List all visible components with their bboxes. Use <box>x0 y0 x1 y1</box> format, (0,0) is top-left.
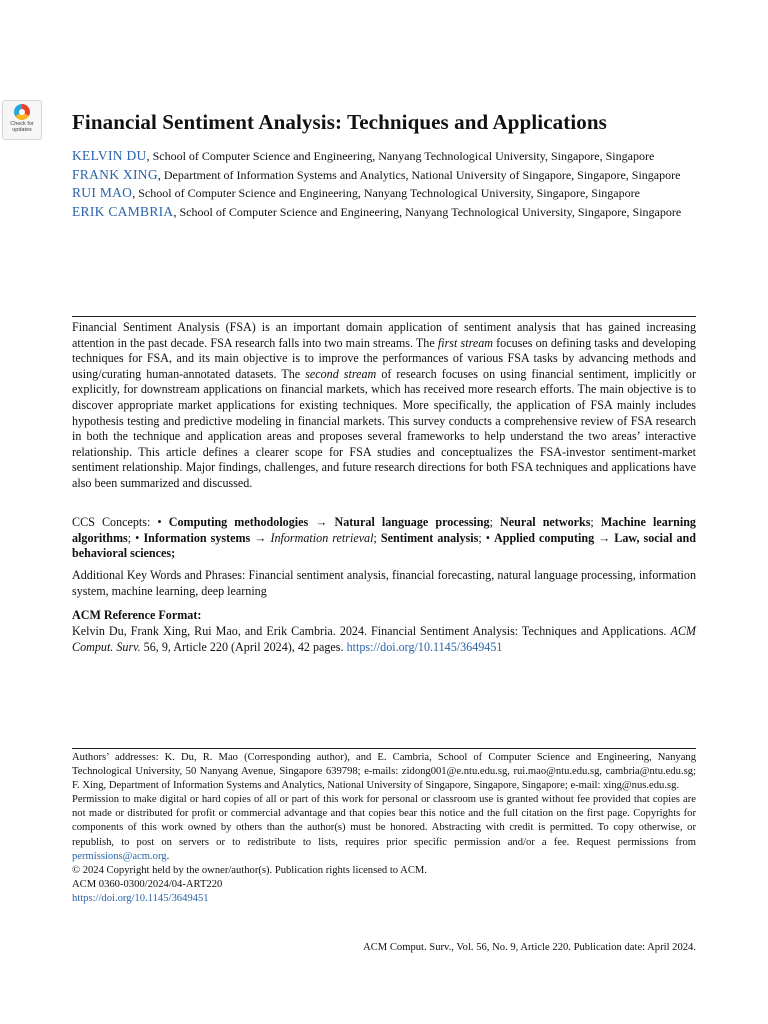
author-name: KELVIN DU <box>72 148 147 163</box>
keywords: Additional Key Words and Phrases: Financial sentiment analysis, financial forecasting, natural language processing, information system, machine learning, deep learning <box>72 568 696 598</box>
ccs-concept: Machine learning algorithms <box>72 515 696 545</box>
abstract-text: focuses on defining tasks and developing techniques for FSA, and its main objective is to improve the performances of various FSA tasks by advancing methods and using/curating human-annotated datasets. The <box>72 335 696 381</box>
author-name: RUI MAO <box>72 185 133 200</box>
ccs-label: CCS Concepts: • <box>72 515 169 529</box>
permission-notice <box>72 793 696 863</box>
ccs-concept: Applied computing → Law, social and behavioral sciences; <box>72 530 696 561</box>
copyright-line: © 2024 Copyright held by the owner/author(s). Publication rights licensed to ACM. <box>72 864 427 876</box>
acm-reference-journal: ACM Comput. Surv. <box>72 624 696 654</box>
ccs-concept: Information systems → <box>143 530 267 545</box>
footnote-rule <box>72 748 696 749</box>
badge-line-1: Check for <box>10 121 34 127</box>
page-footer: ACM Comput. Surv., Vol. 56, No. 9, Article 220. Publication date: April 2024. <box>363 942 696 953</box>
author-entry <box>72 166 698 185</box>
permission-text: . <box>166 850 170 862</box>
ccs-concept: Neural networks <box>500 515 591 529</box>
ccs-separator: ; <box>590 515 601 529</box>
author-entry <box>72 203 698 222</box>
permissions-email-link[interactable]: permissions@acm.org <box>72 850 167 862</box>
author-entry <box>72 184 698 203</box>
ccs-concept: Sentiment analysis <box>380 530 479 545</box>
abstract-text: Financial Sentiment Analysis (FSA) is an important domain application of sentiment analysis that has gained increasing attention in the past decade. FSA research falls into two main streams. The <box>72 320 696 350</box>
author-affiliation: , School of Computer Science and Engineering, Nanyang Technological University, Singapore, Singapore <box>173 204 682 219</box>
author-entry <box>72 147 698 166</box>
author-affiliation: , Department of Information Systems and Analytics, National University of Singapore, Singapore, Singapore <box>157 167 681 182</box>
permission-text: Permission to make digital or hard copies of all or part of this work for personal or classroom use is granted without fee provided that copies are not made or distributed for profit or commercial advantage and that copies bear this notice and the full citation on the first page. Copyrights for components of this work owned by others than the author(s) must be honored. Abstracting with credit is permitted. To copy otherwise, or republish, to post on servers or to redistribute to lists, requires prior specific permission and/or a fee. Request permissions from <box>72 794 696 848</box>
abstract-emphasis: first stream <box>437 335 493 350</box>
abstract-text: of research focuses on using financial sentiment, implicitly or explicitly, for downstream applications on financial markets, which has received more research efforts. The main objective is to discover appropriate market applications for existing techniques. More specifically, the application of FSA mainly includes hypothesis testing and predictive modeling in financial markets. This survey conducts a comprehensive review of FSA research in both the technique and application areas and proposes several frameworks to help understand the two areas’ interactive relationship. This article defines a clearer scope for FSA studies and conceptualizes the FSA-investor sentiment-market sentiment relationship. Major findings, challenges, and future research directions for both FSA techniques and applications have also been summarized and discussed. <box>72 366 696 490</box>
abstract <box>72 320 696 492</box>
ccs-concept: Computing methodologies → Natural language processing <box>168 515 490 529</box>
badge-line-2: updates <box>12 127 32 133</box>
ccs-concept: Information retrieval <box>270 530 374 545</box>
abstract-top-rule <box>72 316 696 317</box>
author-affiliation: , School of Computer Science and Engineering, Nanyang Technological University, Singapore, Singapore <box>132 186 640 200</box>
acm-reference-doi-link[interactable]: https://doi.org/10.1145/3649451 <box>346 639 503 654</box>
footnotes <box>72 751 696 906</box>
author-list <box>72 147 698 221</box>
author-name: ERIK CAMBRIA <box>72 203 174 219</box>
authors-addresses: Authors’ addresses: K. Du, R. Mao (Corresponding author), and E. Cambria, School of Computer Science and Engineering, Nanyang Technological University, 50 Nanyang Avenue, Singapore 639798; e-mails: zidong001@e.ntu.edu.sg, rui.mao@ntu.edu.sg, cambria@ntu.edu.sg; F. Xing, Department of Information Systems and Analytics, National University of Singapore, Singapore, Singapore; e-mail: xing@nus.edu.sg. <box>72 752 696 792</box>
check-for-updates-badge[interactable] <box>2 100 42 140</box>
ccs-separator: ; • <box>127 530 144 545</box>
crossmark-icon <box>14 104 30 120</box>
abstract-emphasis: second stream <box>305 366 377 381</box>
ccs-concepts <box>72 515 696 562</box>
paper-title: Financial Sentiment Analysis: Techniques and Applications <box>72 110 607 134</box>
issn-line: ACM 0360-0300/2024/04-ART220 <box>72 878 223 890</box>
acm-reference-heading: ACM Reference Format: <box>72 608 202 622</box>
acm-reference-text: 56, 9, Article 220 (April 2024), 42 pages. <box>140 639 347 654</box>
author-name: FRANK XING <box>72 166 158 182</box>
ccs-separator: ; <box>373 530 381 545</box>
author-affiliation: , School of Computer Science and Engineering, Nanyang Technological University, Singapore, Singapore <box>146 149 655 163</box>
acm-reference-text: Kelvin Du, Frank Xing, Rui Mao, and Erik Cambria. 2024. Financial Sentiment Analysis: Techniques and Applications. <box>72 624 671 638</box>
acm-reference <box>72 624 696 655</box>
ccs-separator: ; • <box>478 530 494 545</box>
ccs-separator: ; <box>489 515 501 529</box>
footnote-doi-link[interactable]: https://doi.org/10.1145/3649451 <box>72 892 209 904</box>
